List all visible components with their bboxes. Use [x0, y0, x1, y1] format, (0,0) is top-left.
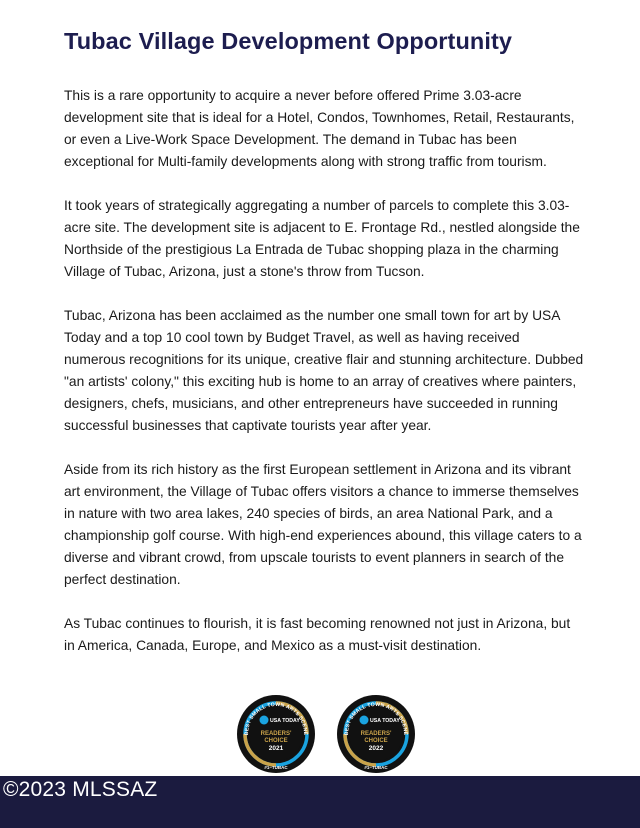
badge-arc-text: BEST SMALL TOWN ARTS SCENE — [343, 701, 409, 736]
badge-line1: READERS' — [360, 731, 392, 737]
paragraph-art-town: Tubac, Arizona has been acclaimed as the number one small town for art by USA Today and a top 10 cool town by Budget Travel, as well as having received numerous recognitions for its unique, creative flair and stunning architecture. Dubbed "an artists' colony," this exciting hub is home to an array of creatives where painters, designers, chefs, musicians, and other entrepreneurs have succeeded in running successful businesses that captivate tourists year after year. — [64, 308, 584, 433]
award-badges — [236, 694, 416, 774]
badge-arc-text: BEST SMALL TOWN ARTS SCENE — [243, 701, 309, 736]
page-title: Tubac Village Development Opportunity — [64, 28, 513, 54]
paragraph-site: It took years of strategically aggregating a number of parcels to complete this 3.03-acre site. The development site is adjacent to E. Frontage Rd., nestled alongside the Northside of the prestigious La Entrada de Tubac shopping plaza in the charming Village of Tubac, Arizona, just a stone's throw from Tucson. — [64, 198, 580, 279]
award-badge-2022 — [336, 694, 416, 774]
award-seal-icon — [236, 694, 316, 774]
badge-line1: READERS' — [260, 731, 292, 737]
badge-brand: USA TODAY — [270, 718, 300, 724]
badge-year: 2021 — [268, 745, 284, 752]
badge-rank: #1–TUBAC — [264, 765, 288, 770]
paragraph-intro: This is a rare opportunity to acquire a never before offered Prime 3.03-acre development site that is ideal for a Hotel, Condos, Townhomes, Retail, Restaurants, or even a Live-Work Space Development. The demand in Tubac has been exceptional for Multi-family developments along with strong traffic from tourism. — [64, 88, 575, 169]
description-body — [64, 85, 584, 679]
badge-rank: #1–TUBAC — [364, 765, 388, 770]
copyright-text: ©2023 MLSSAZ — [3, 778, 158, 801]
badge-line2: CHOICE — [264, 738, 288, 744]
paragraph-destination: As Tubac continues to flourish, it is fast becoming renowned not just in Arizona, but in America, Canada, Europe, and Mexico as a must-visit destination. — [64, 616, 571, 653]
badge-line2: CHOICE — [364, 738, 388, 744]
badge-brand: USA TODAY — [370, 718, 400, 724]
footer-bar — [0, 776, 640, 828]
award-seal-icon — [336, 694, 416, 774]
badge-year: 2022 — [368, 745, 384, 752]
award-badge-2021 — [236, 694, 316, 774]
paragraph-history-nature: Aside from its rich history as the first European settlement in Arizona and its vibrant art environment, the Village of Tubac offers visitors a chance to immerse themselves in nature with two area lakes, 240 species of birds, an area National Park, and a championship golf course. With high-end experiences abound, this village caters to a diverse and vibrant crowd, from upscale tourists to event planners in search of the perfect destination. — [64, 462, 582, 587]
